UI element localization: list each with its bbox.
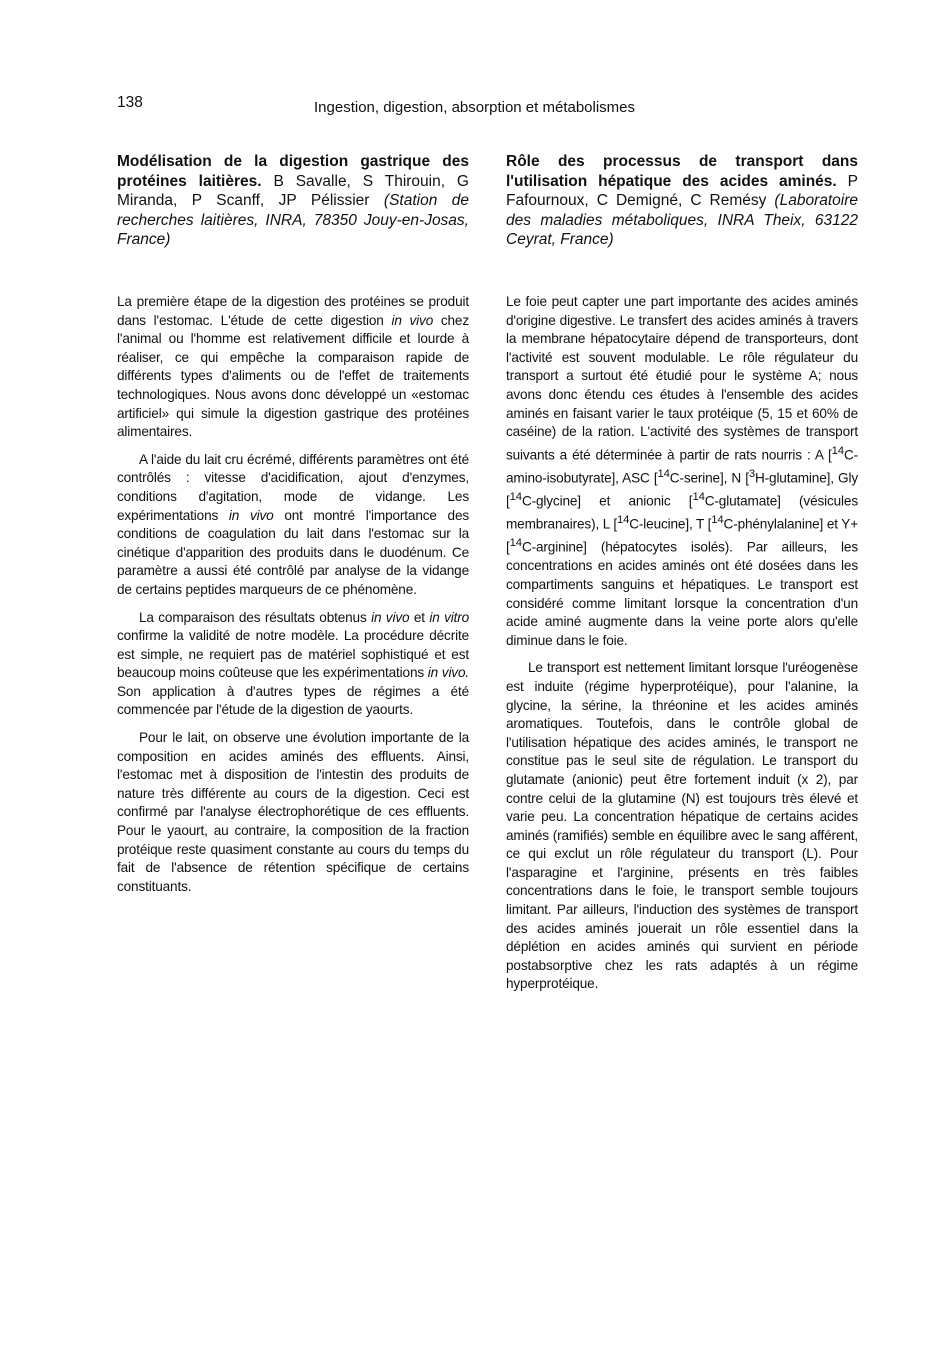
text-run: H-glutamine], Gly [ bbox=[506, 470, 858, 509]
left-article-authors: B Savalle, S Thirouin, G Miranda, P Scanff, JP Pélissier bbox=[117, 172, 469, 210]
left-paragraph-3 bbox=[117, 609, 469, 721]
text-run: La comparaison des résultats obtenus bbox=[139, 609, 372, 625]
text-run: C-phénylalanine] et Y+ [ bbox=[506, 516, 858, 555]
superscript: 3 bbox=[748, 467, 755, 480]
text-run: Le foie peut capter une part importante des acides aminés d'origine digestive. Le transfert des acides aminés à travers la membrane hépatocytaire dépend de transporteurs, dont l'activité est souvent modulable. Le rôle régulateur du transport a surtout été étudié pour le système A; nous avons donc étendu ces études à l'ensemble des acides aminés en faisant varier le taux protéique (5, 15 et 60% de caséine) de la ration. L'activité des systèmes de transport suivants a été déterminée à partir de rats nourris : A [ bbox=[506, 294, 858, 463]
text-run: C-amino-isobutyrate], ASC [ bbox=[506, 447, 858, 486]
left-article-title: Modélisation de la digestion gastrique des protéines laitières. bbox=[117, 153, 469, 190]
running-head: Ingestion, digestion, absorption et métabolismes bbox=[314, 99, 636, 116]
right-paragraph-1 bbox=[506, 293, 858, 650]
text-run: ont montré l'importance des conditions de coagulation du lait dans l'estomac sur la cinétique d'apparition des produits dans le duodénum. Ce paramètre a aussi été contrôlé par analyse de la vidange de certains peptides marqueurs de ce phénomène. bbox=[117, 507, 470, 597]
left-article-affiliation: (Station de recherches laitières, INRA, 78350 Jouy-en-Josas, France) bbox=[117, 192, 470, 249]
superscript: 14 bbox=[509, 537, 522, 550]
superscript: 14 bbox=[616, 514, 630, 527]
right-article bbox=[506, 152, 858, 1003]
italic-text-run: in vivo bbox=[371, 609, 410, 625]
right-paragraph-2: Le transport est nettement limitant lorsque l'uréogenèse est induite (régime hyperprotéique), pour l'alanine, la glycine, la sérine, la thréonine et les acides aminés aromatiques. Toutefois, dans le contrôle global de l'utilisation hépatique des acides aminés, le transport ne constitue pas le seul site de régulation. Le transport du glutamate (anionic) peut être fortement induit (x 2), par contre celui de la glutamine (N) est toujours très élevé et varie peu. La concentration hépatique de certains acides aminés (ramifiés) semble en équilibre avec le sang afférent, ce qui exclut un rôle régulateur du transport (L). Pour l'asparagine et l'arginine, présents en très faibles concentrations dans le foie, le transport semble toujours limitant. Par ailleurs, l'induction des systèmes de transport des acides aminés jouerait un rôle essentiel dans la déplétion en acides aminés qui survient en période postabsorptive chez les rats adaptés à un régime hyperprotéique. bbox=[506, 660, 858, 992]
page-number: 138 bbox=[117, 94, 143, 111]
text-run: C-leucine], T [ bbox=[629, 516, 712, 532]
superscript: 14 bbox=[831, 444, 844, 457]
left-paragraph-1 bbox=[117, 293, 469, 442]
superscript: 14 bbox=[509, 491, 522, 503]
text-run: C-glycine] et anionic [ bbox=[521, 493, 693, 509]
superscript: 14 bbox=[657, 467, 670, 480]
text-run: Son application à d'autres types de régimes a été commencée par l'étude de la digestion de yaourts. bbox=[117, 683, 469, 718]
italic-text-run: in vitro bbox=[429, 609, 470, 625]
text-run: et bbox=[409, 609, 430, 625]
left-paragraph-4: Pour le lait, on observe une évolution importante de la composition en acides aminés des effluents. Ainsi, l'estomac met à disposition de l'intestin des produits de nature très différente au cours de la digestion. Ceci est confirmé par l'analyse électrophorétique de ces effluents. Pour le yaourt, au contraire, la composition de la fraction protéique reste quasiment constante au cours du temps du fait de l'absence de rétention spécifique de certains constituants. bbox=[117, 730, 469, 894]
left-article bbox=[117, 152, 469, 905]
right-article-heading bbox=[506, 152, 858, 293]
right-article-body bbox=[506, 293, 858, 994]
text-run: La première étape de la digestion des protéines se produit dans l'estomac. L'étude de cette digestion bbox=[117, 294, 469, 328]
left-article-heading bbox=[117, 152, 469, 293]
italic-text-run: in vivo bbox=[228, 507, 274, 523]
right-article-affiliation: (Laboratoire des maladies métaboliques, INRA Theix, 63122 Ceyrat, France) bbox=[506, 192, 858, 249]
superscript: 14 bbox=[711, 514, 724, 527]
left-paragraph-2 bbox=[117, 451, 469, 600]
text-run: confirme la validité de notre modèle. La procédure décrite est simple, ne requiert pas de matériel sophistiqué et est beaucoup moins coûteuse que les expérimentations bbox=[117, 628, 469, 681]
italic-text-run: in vivo bbox=[391, 312, 434, 328]
text-run: C-arginine] (hépatocytes isolés). Par ailleurs, les concentrations en acides aminés ont été dosées dans les compartiments sanguins et hépatiques. Le transport est considéré comme limitant lorsque la concentration d'un acide aminé augmente dans la veine porte alors qu'elle diminue dans le foie. bbox=[506, 539, 858, 648]
superscript: 14 bbox=[692, 491, 705, 503]
text-run: chez l'animal ou l'homme est relativement difficile et lourde à réaliser, ce qui empêche la comparaison rapide de différents types d'aliments ou de l'effet de traitements technologiques. Nous avons donc développé un «estomac artificiel» qui simule la digestion gastrique des protéines alimentaires. bbox=[117, 312, 469, 440]
italic-text-run: in vivo. bbox=[427, 665, 469, 681]
text-run: C-serine], N [ bbox=[669, 470, 749, 486]
text-run: A l'aide du lait cru écrémé, différents paramètres ont été contrôlés : vitesse d'acidification, ajout d'enzymes, conditions d'agitation, mode de vidange. Les expérimentations bbox=[117, 451, 469, 523]
right-article-authors: P Fafournoux, C Demigné, C Remésy bbox=[506, 172, 858, 210]
text-run: C-glutamate] (vésicules membranaires), L [ bbox=[506, 493, 858, 532]
right-article-title: Rôle des processus de transport dans l'utilisation hépatique des acides aminés. bbox=[506, 153, 858, 190]
left-article-body bbox=[117, 293, 469, 896]
